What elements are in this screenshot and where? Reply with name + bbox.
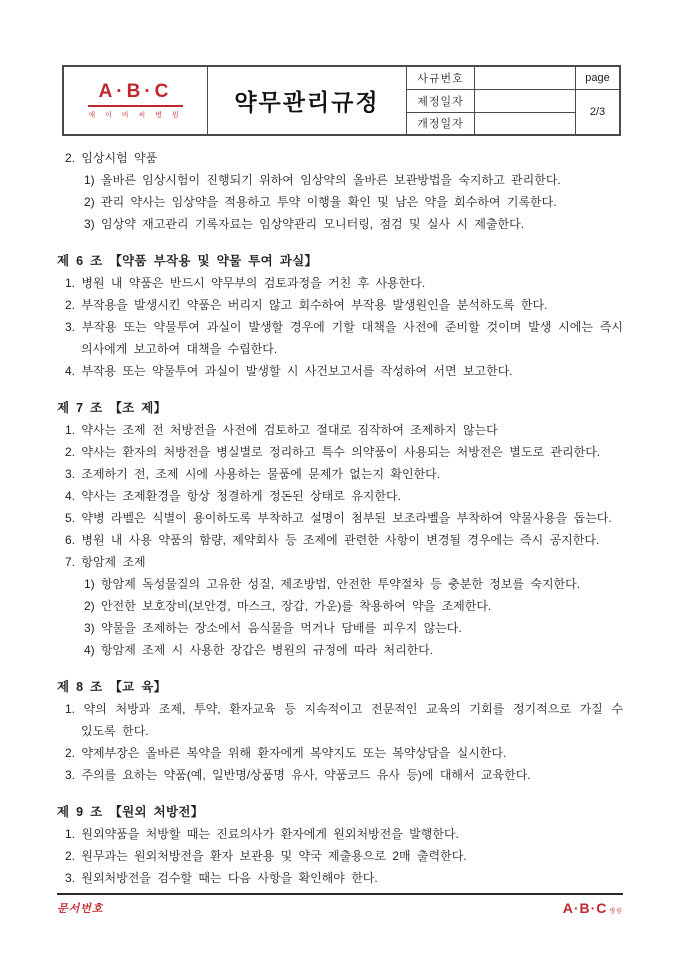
list-item — [57, 764, 623, 786]
field-value-revision-date — [475, 112, 576, 135]
item-text: 항암제 조제 시 사용한 장갑은 병원의 규정에 따라 처리한다. — [101, 643, 434, 657]
document-title: 약무관리규정 — [234, 89, 380, 115]
list-subitem — [57, 639, 623, 661]
list-item — [57, 845, 623, 867]
list-item — [57, 551, 623, 573]
item-number: 1. — [65, 423, 76, 437]
item-number: 2. — [65, 746, 76, 760]
item-text: 약사는 환자의 처방전을 병실별로 정리하고 특수 의약품이 사용되는 처방전은 별도로 관리한다. — [81, 445, 601, 459]
item-text: 약제부장은 올바른 복약을 위해 환자에게 복약지도 또는 복약상담을 실시한다. — [81, 746, 507, 760]
field-label-enactment-date: 제정일자 — [407, 89, 475, 112]
item-number: 7. — [65, 555, 76, 569]
item-number: 3. — [65, 320, 76, 334]
item-number: 4. — [65, 364, 76, 378]
article-7 — [57, 397, 623, 661]
item-number: 1) — [84, 577, 95, 591]
list-subitem — [57, 595, 623, 617]
item-number: 2. — [65, 151, 76, 165]
item-number: 2. — [65, 849, 76, 863]
company-logo — [88, 81, 182, 120]
item-text: 약사는 조제 전 처방전을 사전에 검토하고 절대로 짐작하여 조제하지 않는다 — [81, 423, 498, 437]
item-text: 항암제 독성물질의 고유한 성질, 제조방법, 안전한 투약절차 등 충분한 정보를 숙지한다. — [101, 577, 581, 591]
list-item — [57, 529, 623, 551]
item-number: 3. — [65, 467, 76, 481]
page-number: 2/3 — [576, 89, 621, 135]
list-item — [57, 867, 623, 889]
list-subitem — [57, 191, 623, 213]
list-item — [57, 316, 623, 360]
field-label-rule-number: 사규번호 — [407, 66, 475, 89]
list-item — [57, 360, 623, 382]
list-subitem — [57, 617, 623, 639]
logo-cell — [63, 66, 208, 135]
item-text: 조제하기 전, 조제 시에 사용하는 물품에 문제가 없는지 확인한다. — [81, 467, 441, 481]
list-item — [57, 419, 623, 441]
item-number: 3. — [65, 768, 76, 782]
list-subitem — [57, 169, 623, 191]
list-item — [57, 441, 623, 463]
item-number: 3. — [65, 871, 76, 885]
item-number: 1. — [65, 827, 76, 841]
item-text: 임상시험 약품 — [81, 151, 158, 165]
item-text: 약의 처방과 조제, 투약, 환자교육 등 지속적이고 전문적인 교육의 기회를 정기적으로 가질 수 있도록 한다. — [81, 702, 623, 738]
footer-logo-text: A·B·C — [562, 900, 608, 916]
list-item — [57, 823, 623, 845]
list-subitem — [57, 573, 623, 595]
item-number: 1. — [65, 702, 76, 716]
item-text: 관리 약사는 임상약을 적용하고 투약 이행율 확인 및 남은 약을 회수하여 기록한다. — [101, 195, 557, 209]
item-text: 원외약품을 처방할 때는 진료의사가 환자에게 원외처방전을 발행한다. — [81, 827, 459, 841]
title-cell — [208, 66, 407, 135]
item-text: 부작용 또는 약물투여 과실이 발생할 시 사건보고서를 작성하여 서면 보고한다. — [81, 364, 513, 378]
item-number: 2) — [84, 195, 95, 209]
page-label: page — [576, 66, 621, 89]
article-heading: 제 6 조 【약품 부작용 및 약물 투여 과실】 — [57, 254, 318, 268]
item-text: 병원 내 사용 약품의 함량, 제약회사 등 조제에 관련한 사항이 변경될 경우에는 즉시 공지한다. — [81, 533, 600, 547]
item-number: 3) — [84, 621, 95, 635]
article-heading: 제 7 조 【조 제】 — [57, 401, 167, 415]
item-text: 원외처방전을 검수할 때는 다음 사항을 확인해야 한다. — [81, 871, 378, 885]
list-subitem — [57, 213, 623, 235]
item-number: 2) — [84, 599, 95, 613]
list-item — [57, 742, 623, 764]
item-text: 약병 라벨은 식별이 용이하도록 부착하고 설명이 첨부된 보조라벨을 부착하여 약물사용을 돕는다. — [81, 511, 612, 525]
list-item — [57, 294, 623, 316]
doc-number-label: 문서번호 — [57, 903, 104, 915]
item-number: 2. — [65, 298, 76, 312]
article-6 — [57, 250, 623, 382]
item-text: 항암제 조제 — [81, 555, 146, 569]
list-item — [57, 698, 623, 742]
page-footer — [57, 893, 623, 916]
item-number: 1. — [65, 276, 76, 290]
list-item — [57, 507, 623, 529]
field-value-rule-number — [475, 66, 576, 89]
item-text: 올바른 임상시험이 진행되기 위하여 임상약의 올바른 보관방법을 숙지하고 관리한다. — [101, 173, 561, 187]
list-item — [57, 272, 623, 294]
item-number: 6. — [65, 533, 76, 547]
logo-text: A·B·C — [88, 81, 182, 107]
item-number: 4. — [65, 489, 76, 503]
item-number: 5. — [65, 511, 76, 525]
item-text: 주의를 요하는 약품(예, 일반명/상품명 유사, 약품코드 유사 등)에 대해서 교육한다. — [81, 768, 531, 782]
logo-subtitle: 에 이 비 씨 병 원 — [88, 112, 183, 119]
item-text: 약물을 조제하는 장소에서 음식물을 먹거나 담배를 피우지 않는다. — [101, 621, 462, 635]
field-value-enactment-date — [475, 89, 576, 112]
document-body — [57, 147, 623, 889]
item-text: 부작용을 발생시킨 약품은 버리지 않고 회수하여 부작용 발생원인을 분석하도록 한다. — [81, 298, 548, 312]
list-item — [57, 463, 623, 485]
item-text: 원무과는 원외처방전을 환자 보관용 및 약국 제출용으로 2매 출력한다. — [81, 849, 467, 863]
article-heading: 제 9 조 【원외 처방전】 — [57, 805, 204, 819]
footer-logo — [563, 900, 623, 916]
item-text: 부작용 또는 약물투여 과실이 발생할 경우에 기할 대책을 사전에 준비할 것이며 발생 시에는 즉시 의사에게 보고하여 대책을 수립한다. — [81, 320, 623, 356]
item-number: 2. — [65, 445, 76, 459]
article-8 — [57, 676, 623, 786]
item-number: 1) — [84, 173, 95, 187]
footer-logo-suffix: 병원 — [609, 909, 623, 915]
item-number: 3) — [84, 217, 95, 231]
item-text: 임상약 재고관리 기록자료는 임상약관리 모니터링, 점검 및 실사 시 제출한다. — [101, 217, 525, 231]
header-table — [62, 65, 621, 136]
article-9 — [57, 801, 623, 889]
item-text: 약사는 조제환경을 항상 청결하게 정돈된 상태로 유지한다. — [81, 489, 401, 503]
field-label-revision-date: 개정일자 — [407, 112, 475, 135]
list-item — [57, 147, 623, 169]
item-text: 안전한 보호장비(보안경, 마스크, 장갑, 가운)를 착용하여 약을 조제한다. — [101, 599, 492, 613]
item-text: 병원 내 약품은 반드시 약무부의 검토과정을 거친 후 사용한다. — [81, 276, 426, 290]
list-item — [57, 485, 623, 507]
article-heading: 제 8 조 【교 육】 — [57, 680, 167, 694]
item-number: 4) — [84, 643, 95, 657]
